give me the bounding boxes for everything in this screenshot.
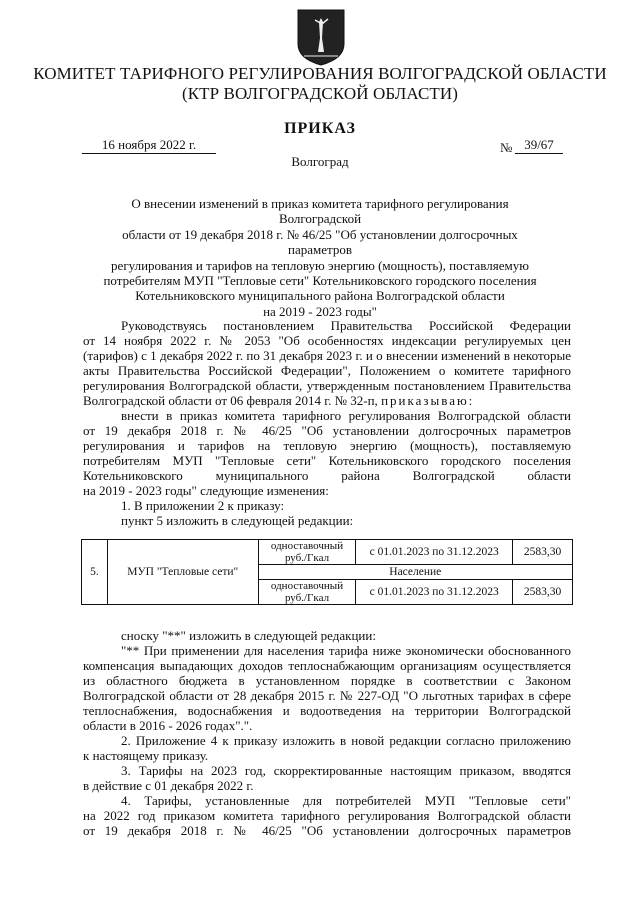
tariff-value-cell: 2583,30 bbox=[513, 580, 573, 605]
subject-line: области от 19 декабря 2018 г. № 46/25 "Об установлении долгосрочных параметров bbox=[122, 226, 518, 258]
body-line: регулирования и тарифов на тепловую энергию (мощность), поставляемую bbox=[83, 438, 571, 453]
city: Волгоград bbox=[291, 154, 349, 169]
body-line: внести в приказ комитета тарифного регулирования Волгоградской области bbox=[121, 408, 571, 423]
subject-line: О внесении изменений в приказ комитета тарифного регулирования Волгоградской bbox=[131, 196, 509, 227]
item-2: 2. Приложение 4 к приказу изложить в новой редакции согласно приложению bbox=[121, 733, 571, 748]
footnote-line: из областного бюджета в установленном порядке в соответствии с Законом bbox=[83, 673, 571, 688]
unit-cell: одноставочный руб./Гкал bbox=[258, 580, 356, 605]
item-4: 4. Тарифы, установленные для потребителей МУП "Тепловые сети" bbox=[121, 793, 571, 808]
footnote-line: компенсация выпадающих доходов теплоснабжающим организациям осуществляется bbox=[83, 658, 571, 673]
item-3: 3. Тарифы на 2023 год, скорректированные настоящим приказом, вводятся bbox=[121, 763, 571, 778]
period-cell: с 01.01.2023 по 31.12.2023 bbox=[356, 580, 513, 605]
body-line bbox=[83, 393, 571, 408]
tariff-table bbox=[81, 539, 573, 605]
body-line: от 14 ноября 2022 г. № 2053 "Об особенностях индексации регулируемых цен bbox=[83, 333, 571, 348]
order-subject bbox=[90, 196, 550, 319]
item-2-end: к настоящему приказу. bbox=[83, 748, 209, 763]
footnote-intro: сноску "**" изложить в следующей редакции: bbox=[121, 628, 376, 643]
row-number-cell: 5. bbox=[82, 540, 108, 605]
footnote-line: Волгоградской области от 28 декабря 2015 г. № 227-ОД "О льготных тарифах в сфере bbox=[83, 688, 571, 703]
organization-cell: МУП "Тепловые сети" bbox=[107, 540, 258, 605]
population-header-cell: Население bbox=[258, 565, 572, 580]
item-3-end: в действие с 01 декабря 2022 г. bbox=[83, 778, 254, 793]
item-4-line: от 19 декабря 2018 г. № 46/25 "Об установлении долгосрочных параметров bbox=[83, 823, 571, 838]
subject-line: регулирования и тарифов на тепловую энергию (мощность), поставляемую bbox=[111, 257, 529, 273]
number-label: № bbox=[500, 140, 513, 155]
body-line: на 2019 - 2023 годы" следующие изменения: bbox=[83, 483, 329, 498]
body-line-text: Волгоградской области от 06 февраля 2014 г. № 32-п, bbox=[83, 393, 378, 408]
body-line: (тарифов) с 1 декабря 2022 г. по 31 декабря 2023 г. и о внесении изменений в некоторые bbox=[83, 348, 571, 363]
body-line: Котельниковского муниципального района Волгоградской области bbox=[83, 468, 571, 483]
item-1-sub: пункт 5 изложить в следующей редакции: bbox=[121, 513, 354, 528]
body-line: от 19 декабря 2018 г. № 46/25 "Об установлении долгосрочных параметров bbox=[83, 423, 571, 438]
body-line: Руководствуясь постановлением Правительства Российской Федерации bbox=[121, 318, 571, 333]
order-number: 39/67 bbox=[515, 137, 563, 154]
subject-line: Котельниковского муниципального района Волгоградской области bbox=[135, 288, 505, 304]
item-1: 1. В приложении 2 к приказу: bbox=[121, 498, 285, 513]
document-type: ПРИКАЗ bbox=[284, 120, 356, 137]
tariff-value-cell: 2583,30 bbox=[513, 540, 573, 565]
body-line: акты Правительства Российской Федерации", Положением о комитете тарифного bbox=[83, 363, 571, 378]
footnote-line: области в 2016 - 2026 годах".". bbox=[83, 718, 253, 733]
item-4-line: на 2022 год приказом комитета тарифного регулирования Волгоградской области bbox=[83, 808, 571, 823]
table-row bbox=[82, 540, 573, 565]
period-cell: с 01.01.2023 по 31.12.2023 bbox=[356, 540, 513, 565]
unit-cell: одноставочный руб./Гкал bbox=[258, 540, 356, 565]
organization-abbreviation: (КТР ВОЛГОГРАДСКОЙ ОБЛАСТИ) bbox=[181, 84, 459, 103]
footnote-line: теплоснабжения, водоснабжения и водоотведения на территории Волгоградской bbox=[83, 703, 571, 718]
order-word: приказываю: bbox=[381, 393, 475, 408]
subject-line: потребителям МУП "Тепловые сети" Котельниковского городского поселения bbox=[103, 273, 537, 289]
organization-name: КОМИТЕТ ТАРИФНОГО РЕГУЛИРОВАНИЯ ВОЛГОГРАДСКОЙ ОБЛАСТИ bbox=[33, 64, 607, 83]
subject-line: на 2019 - 2023 годы" bbox=[263, 303, 377, 319]
body-line: потребителям МУП "Тепловые сети" Котельниковского городского поселения bbox=[83, 453, 571, 468]
footnote-line: "** При применении для населения тарифа ниже экономически обоснованного bbox=[121, 643, 571, 658]
body-line: регулирования Волгоградской области, утвержденным постановлением Правительства bbox=[83, 378, 571, 393]
coat-of-arms-emblem bbox=[296, 8, 346, 66]
order-date: 16 ноября 2022 г. bbox=[82, 137, 216, 154]
